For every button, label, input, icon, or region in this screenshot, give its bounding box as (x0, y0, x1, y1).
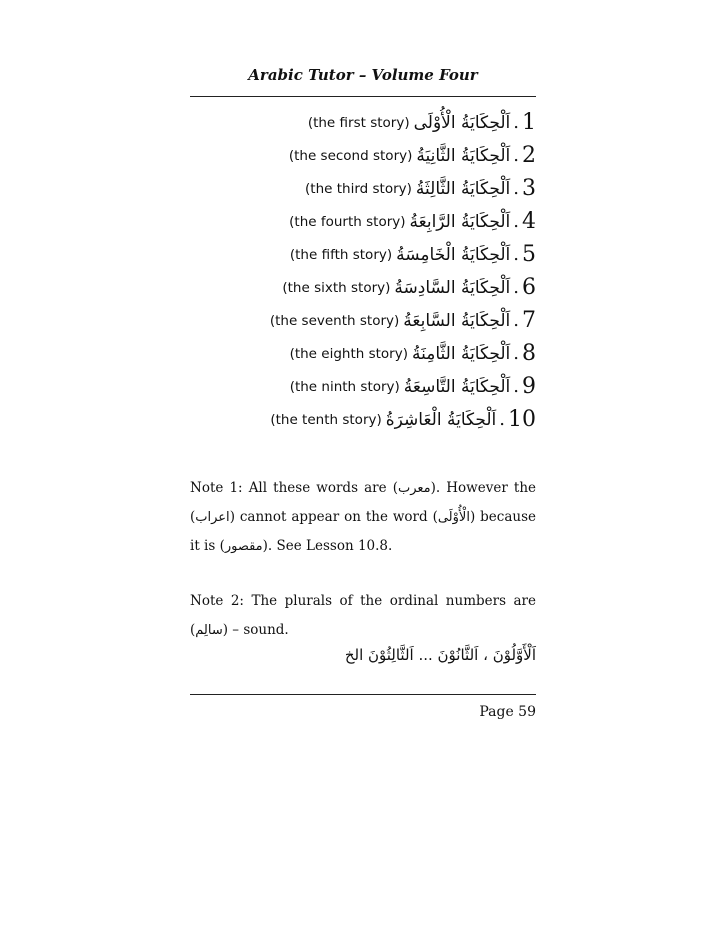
list-dot: . (513, 244, 519, 265)
note-1-text: ). However the ( (190, 480, 537, 525)
list-dot: . (513, 112, 519, 133)
list-dot: . (499, 409, 505, 430)
running-header: Arabic Tutor – Volume Four (248, 66, 478, 84)
list-dot: . (513, 277, 519, 298)
list-item (190, 337, 536, 370)
story-english: (the seventh story) (269, 312, 400, 329)
list-dot: . (513, 211, 519, 232)
story-english: (the second story) (288, 147, 413, 164)
story-arabic: اَلْحِكَايَةُ السَّادِسَةُ (394, 277, 511, 298)
note-2-text: Note 2: The plurals of the ordinal numbers are ( (190, 593, 536, 638)
note-1-arabic: اعراب (195, 510, 230, 525)
list-dot: . (513, 376, 519, 397)
list-dot: . (513, 178, 519, 199)
list-number: 10 (508, 407, 536, 432)
list-number: 9 (522, 374, 536, 399)
story-english: (the eighth story) (289, 345, 408, 362)
note-2-text: ) – sound. (222, 622, 289, 638)
list-number: 2 (522, 143, 536, 168)
note-1 (190, 474, 536, 561)
list-number: 3 (522, 176, 536, 201)
note-1-text: ). See Lesson 10.8. (262, 538, 393, 554)
note-2-arabic: سالِم (195, 623, 223, 638)
story-english: (the third story) (305, 180, 412, 197)
story-arabic: اَلْحِكَايَةُ الثَّامِنَةُ (412, 343, 511, 364)
story-arabic: اَلْحِكَايَةُ الثَّانِيَةُ (416, 145, 511, 166)
note-1-text: Note 1: All these words are ( (190, 480, 398, 496)
list-number: 8 (522, 341, 536, 366)
story-arabic: اَلْحِكَايَةُ السَّابِعَةُ (403, 310, 511, 331)
page-number: Page 59 (479, 704, 536, 720)
note-2 (190, 587, 536, 645)
note-1-text: ) because it is ( (190, 509, 536, 554)
list-number: 5 (522, 242, 536, 267)
story-arabic: اَلْحِكَايَةُ الْعَاشِرَةُ (385, 409, 497, 430)
list-item (190, 403, 536, 436)
story-english: (the first story) (307, 114, 410, 131)
story-english: (the fifth story) (289, 246, 393, 263)
story-arabic: اَلْحِكَايَةُ الْأُوْلَى (413, 112, 511, 133)
list-item (190, 106, 536, 139)
list-dot: . (513, 310, 519, 331)
story-arabic: اَلْحِكَايَةُ الْخَامِسَةُ (396, 244, 511, 265)
list-item (190, 205, 536, 238)
stories-list (190, 106, 536, 436)
list-dot: . (513, 145, 519, 166)
story-english: (the tenth story) (270, 411, 382, 428)
list-item (190, 271, 536, 304)
story-arabic: اَلْحِكَايَةُ الثَّالِثَةُ (415, 178, 511, 199)
list-number: 6 (522, 275, 536, 300)
list-item (190, 172, 536, 205)
header-rule (190, 96, 536, 97)
list-item (190, 370, 536, 403)
list-number: 1 (522, 110, 536, 135)
list-number: 7 (522, 308, 536, 333)
list-item (190, 238, 536, 271)
story-english: (the ninth story) (289, 378, 400, 395)
story-arabic: اَلْحِكَايَةُ التَّاسِعَةُ (403, 376, 511, 397)
story-arabic: اَلْحِكَايَةُ الرَّابِعَةُ (409, 211, 511, 232)
list-dot: . (513, 343, 519, 364)
plurals-example: اَلْأَوَّلُوْنَ ، اَلثَّانُوْنَ ... اَلثَّالِثُوْنَ الخ (344, 646, 536, 664)
story-english: (the fourth story) (289, 213, 406, 230)
note-1-arabic: مقصور (224, 539, 263, 554)
note-1-arabic: الْأُوْلَى (437, 510, 470, 525)
note-1-arabic: معرب (397, 481, 431, 496)
note-1-text: ) cannot appear on the word ( (229, 509, 438, 525)
story-english: (the sixth story) (282, 279, 391, 296)
footer-rule (190, 694, 536, 695)
list-item (190, 304, 536, 337)
list-item (190, 139, 536, 172)
list-number: 4 (522, 209, 536, 234)
